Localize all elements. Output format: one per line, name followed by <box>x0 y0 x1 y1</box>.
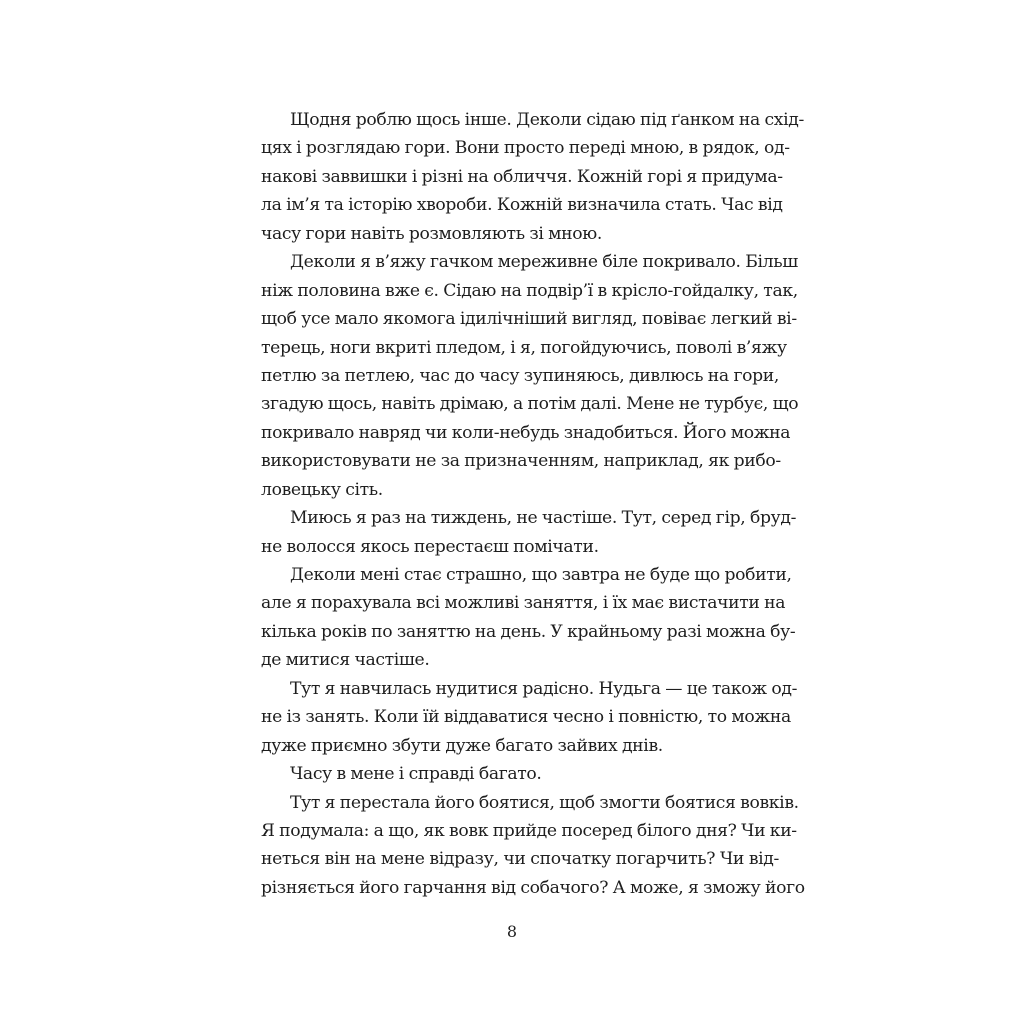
text-line: Тут я навчилась нудитися радісно. Нудьга — це також од- <box>290 678 798 699</box>
text-line: але я порахувала всі можливі заняття, і їх має вистачити на <box>261 593 786 614</box>
text-line: неться він на мене відразу, чи спочатку погарчить? Чи від- <box>261 849 779 870</box>
text-line: згадую щось, навіть дрімаю, а потім далі. Мене не турбує, що <box>261 394 799 415</box>
text-line: не із занять. Коли їй віддаватися чесно і повністю, то можна <box>261 707 791 728</box>
text-line: щоб усе мало якомога ідилічніший вигляд, повіває легкий ві- <box>261 309 797 330</box>
text-line: Миюсь я раз на тиждень, не частіше. Тут, серед гір, бруд- <box>290 508 797 529</box>
text-line: дуже приємно збути дуже багато зайвих днів. <box>261 735 663 756</box>
text-line: терець, ноги вкриті пледом, і я, погойдуючись, поволі в’яжу <box>261 337 787 358</box>
text-line: де митися частіше. <box>261 650 430 671</box>
body-text <box>261 106 805 902</box>
text-line: Тут я перестала його боятися, щоб змогти боятися вовків. <box>290 792 799 813</box>
text-line: не волосся якось перестаєш помічати. <box>261 536 599 557</box>
text-line: ловецьку сіть. <box>261 479 383 500</box>
text-line: Часу в мене і справді багато. <box>290 764 542 785</box>
text-line: петлю за петлею, час до часу зупиняюсь, дивлюсь на гори, <box>261 365 779 386</box>
text-line: Я подумала: а що, як вовк прийде посеред білого дня? Чи ки- <box>261 820 797 841</box>
text-line: ніж половина вже є. Сідаю на подвір’ї в крісло-гойдалку, так, <box>261 280 798 301</box>
text-line: кілька років по заняттю на день. У крайньому разі можна бу- <box>261 621 796 642</box>
text-line: використовувати не за призначенням, наприклад, як рибо- <box>261 451 781 472</box>
text-line: часу гори навіть розмовляють зі мною. <box>261 223 602 244</box>
text-line: ла ім’я та історію хвороби. Кожній визначила стать. Час від <box>261 195 783 216</box>
text-line: різняється його гарчання від собачого? А може, я зможу його <box>261 877 805 898</box>
text-line: Деколи я в’яжу гачком мереживне біле покривало. Більш <box>290 252 798 273</box>
text-line: накові заввишки і різні на обличчя. Кожній горі я придума- <box>261 166 783 187</box>
text-line: Щодня роблю щось інше. Деколи сідаю під ґанком на схід- <box>290 110 804 130</box>
text-line: покривало навряд чи коли-небудь знадобиться. Його можна <box>261 422 791 443</box>
text-line: цях і розглядаю гори. Вони просто переді мною, в рядок, од- <box>261 138 790 159</box>
text-line: Деколи мені стає страшно, що завтра не буде що робити, <box>290 565 792 585</box>
page-number: 8 <box>506 922 518 941</box>
